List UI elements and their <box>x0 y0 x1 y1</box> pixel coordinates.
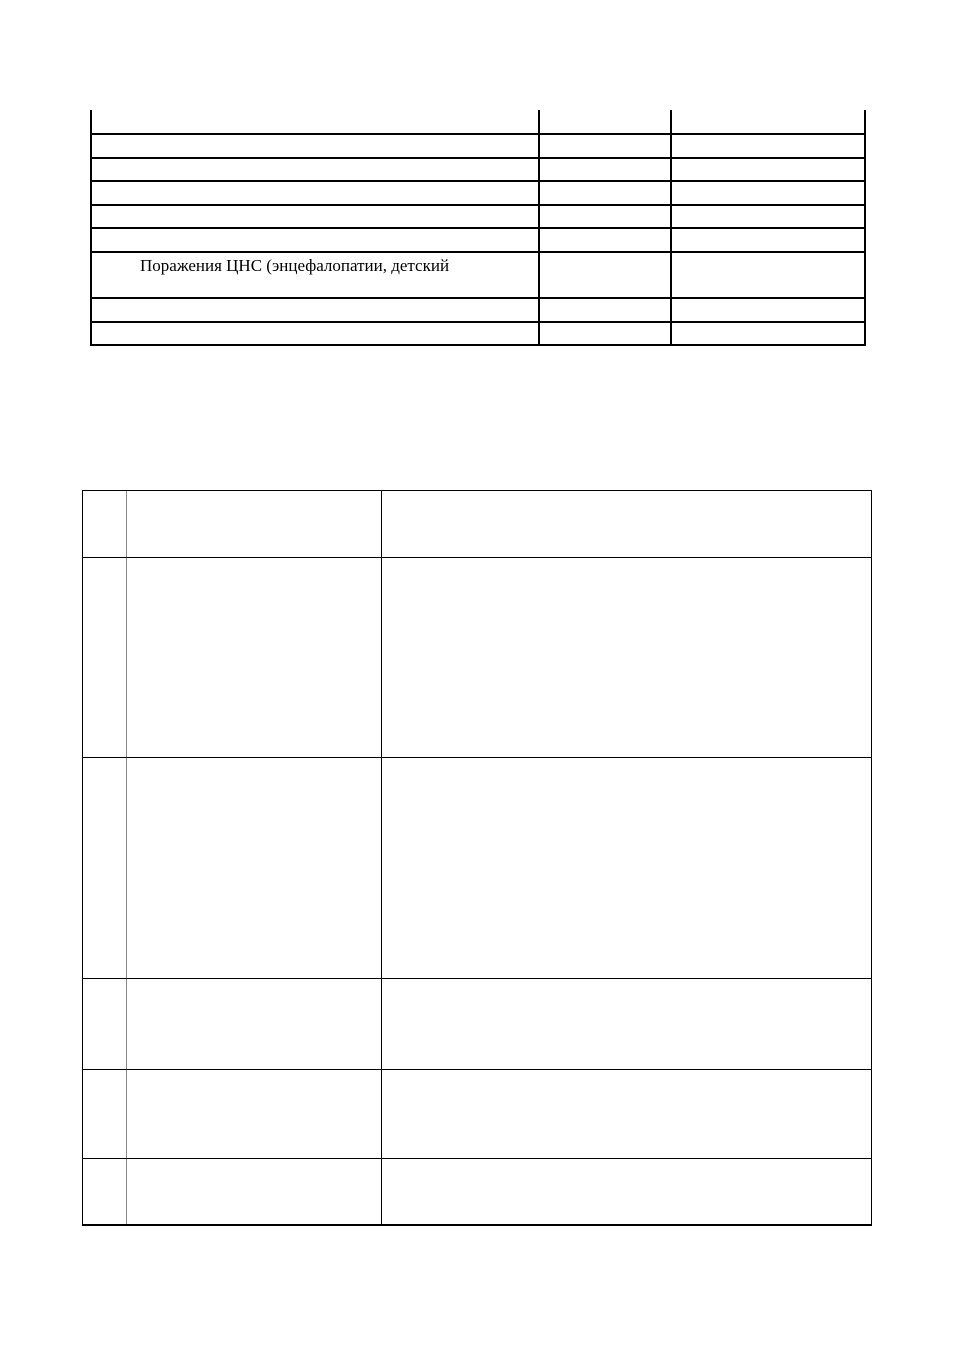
row-divider <box>90 204 866 206</box>
table-border-bottom <box>82 1224 872 1226</box>
row-divider <box>90 227 866 229</box>
row-divider <box>90 157 866 159</box>
row-divider <box>90 251 866 253</box>
table-border-top <box>82 490 872 491</box>
row-divider <box>90 133 866 135</box>
row-divider <box>82 1158 872 1159</box>
column-divider <box>126 490 127 1226</box>
row-divider <box>82 757 872 758</box>
diagnosis-table <box>90 110 866 346</box>
row-divider <box>90 297 866 299</box>
row-divider <box>82 978 872 979</box>
table-border-left <box>82 490 83 1226</box>
row-divider <box>90 321 866 323</box>
table-cell-text: Поражения ЦНС (энцефалопатии, детский <box>140 256 450 275</box>
details-table <box>82 490 872 1226</box>
row-divider <box>82 557 872 558</box>
column-divider <box>381 490 382 1226</box>
table-border-bottom <box>90 344 866 346</box>
row-divider <box>82 1069 872 1070</box>
table-border-right <box>871 490 872 1226</box>
row-divider <box>90 180 866 182</box>
